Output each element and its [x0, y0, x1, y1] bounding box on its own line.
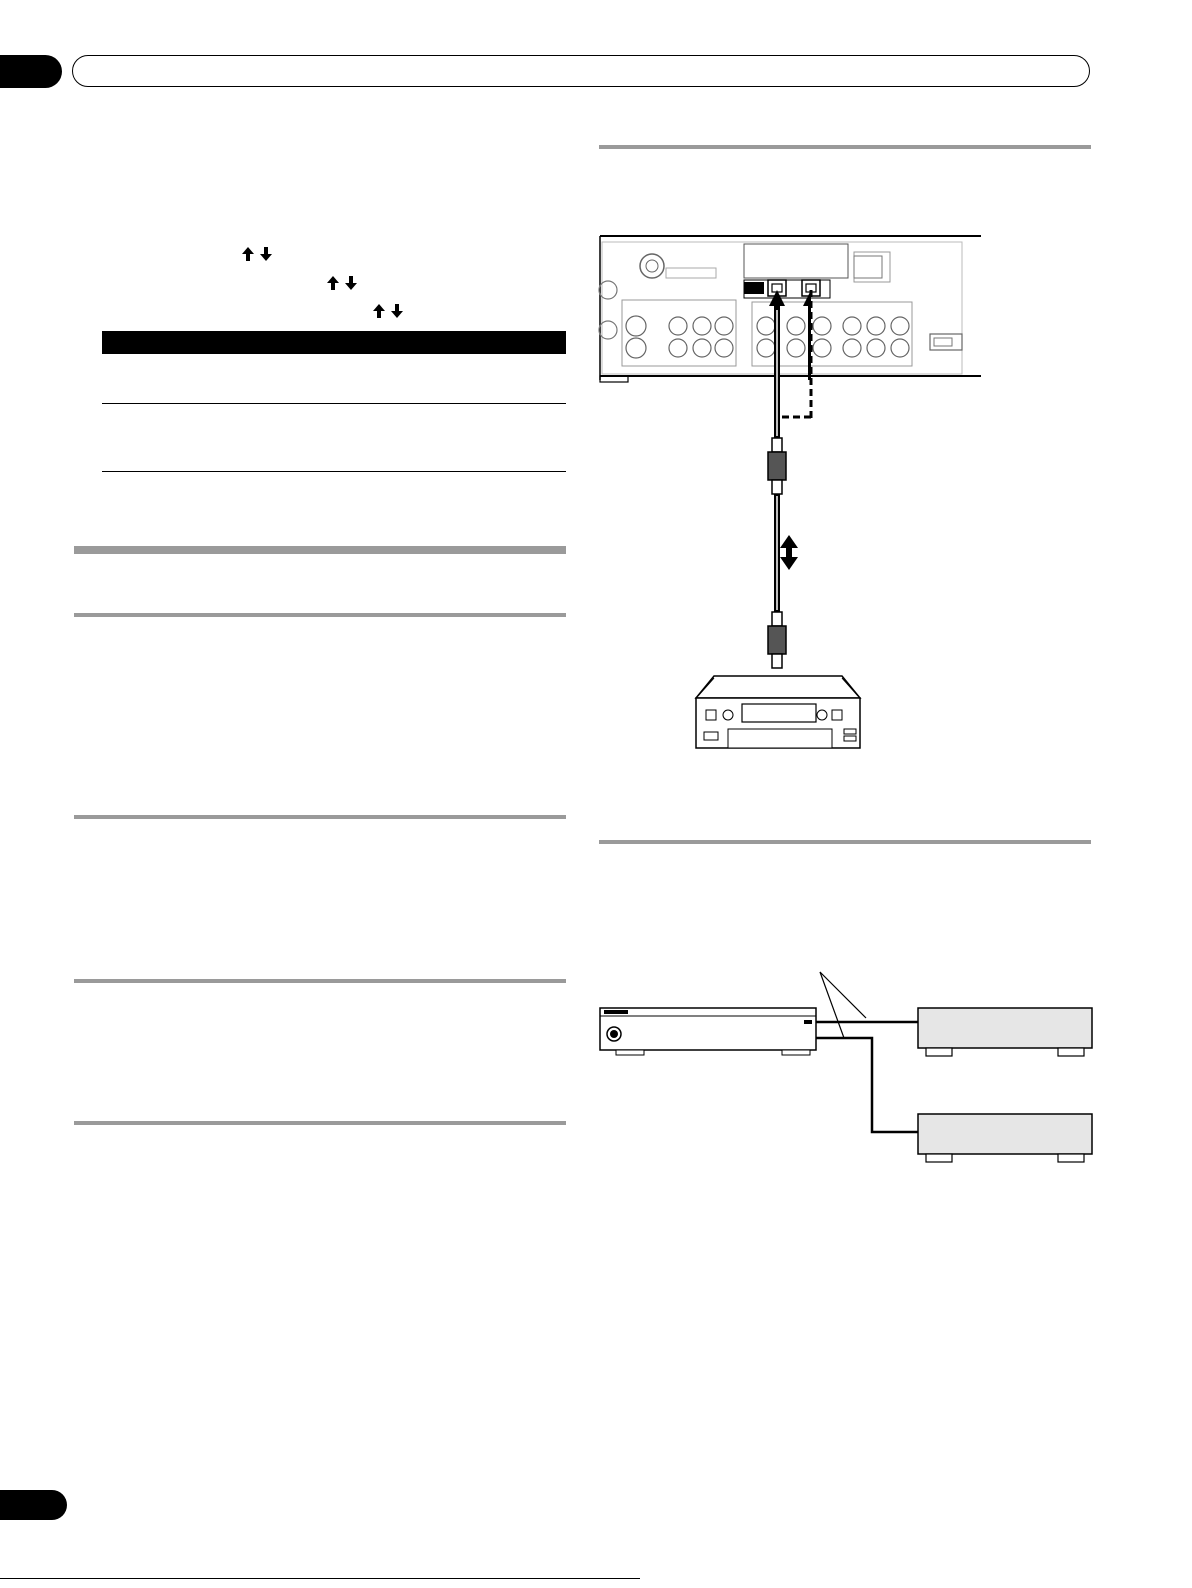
- table-row-divider: [102, 471, 566, 472]
- cable-lines: [816, 1022, 918, 1132]
- page-number-tab: [0, 1490, 67, 1520]
- device-lower-icon: [918, 1114, 1092, 1162]
- audio-recorder-icon: [696, 676, 860, 748]
- device-connection-diagram: [596, 960, 1096, 1170]
- up-down-arrow-icon: [326, 276, 358, 290]
- header-title-bar: [72, 55, 1090, 87]
- footer-line: [0, 1578, 640, 1579]
- optical-connection-diagram: [596, 230, 996, 760]
- bidirectional-arrow-icon: [780, 535, 798, 570]
- subsection-rule: [74, 1121, 566, 1125]
- subsection-rule: [599, 145, 1091, 149]
- table-row-divider: [102, 403, 566, 404]
- section-heading-rule: [74, 546, 566, 554]
- rear-panel-icon: [599, 236, 981, 382]
- subsection-rule: [74, 815, 566, 819]
- up-down-arrow-icon: [241, 247, 273, 261]
- device-upper-icon: [918, 1008, 1092, 1056]
- subsection-rule: [74, 979, 566, 983]
- media-receiver-icon: [600, 1008, 816, 1055]
- subsection-rule: [599, 840, 1091, 844]
- settings-table-header: [102, 331, 566, 354]
- chapter-tab: [0, 55, 62, 88]
- subsection-rule: [74, 613, 566, 617]
- up-down-arrow-icon: [372, 304, 404, 318]
- cable-pointer-icon: [820, 972, 866, 1038]
